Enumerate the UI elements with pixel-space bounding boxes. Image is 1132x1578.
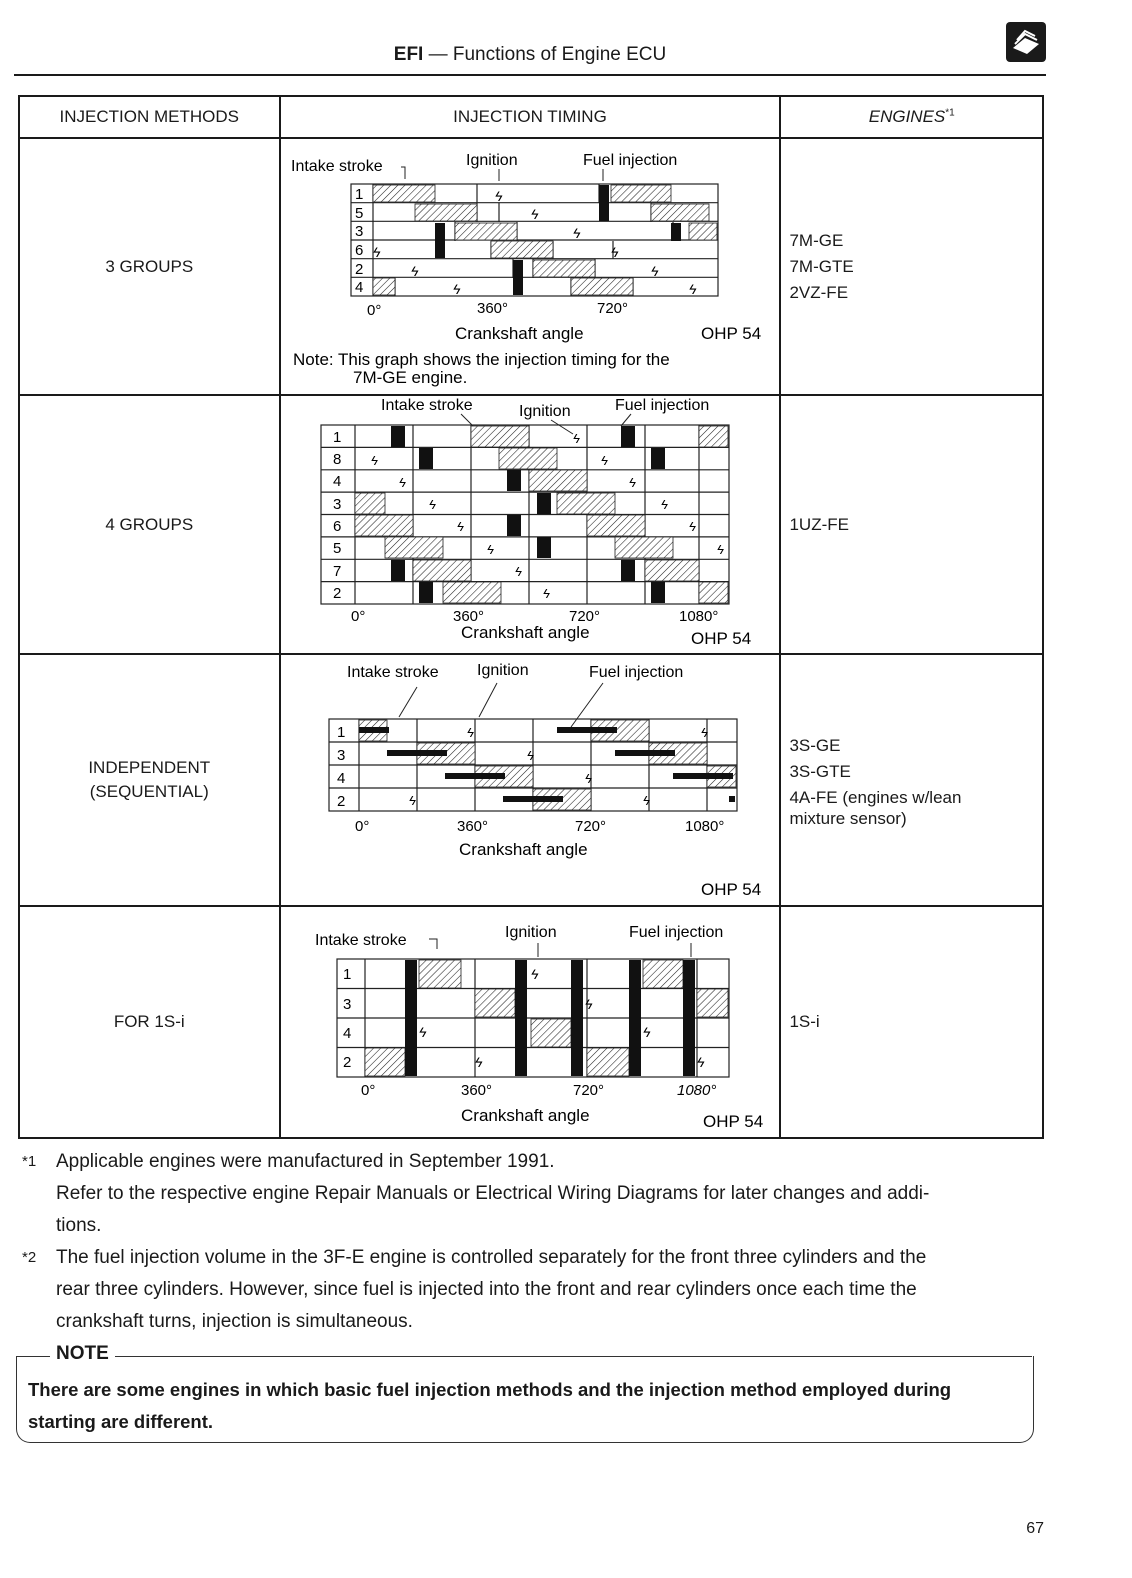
intake-leader: [461, 414, 473, 426]
svg-text:ϟ: ϟ: [486, 542, 494, 557]
angle-label: 1080°: [678, 608, 718, 625]
svg-text:ϟ: ϟ: [584, 996, 592, 1012]
timing-chart-4-groups: [281, 396, 779, 653]
svg-text:ϟ: ϟ: [584, 771, 592, 786]
cylinder-label: 1: [342, 966, 351, 983]
axis-label: Crankshaft angle: [460, 1106, 590, 1125]
cylinder-label: 5: [354, 205, 363, 222]
ohp-label: OHP 54: [690, 629, 751, 648]
intake-leader: [429, 939, 437, 949]
note-top-rule: [16, 1356, 1032, 1357]
cylinder-label: 4: [332, 473, 341, 490]
engines-1s-i: [780, 906, 1043, 1138]
label-ignition: Ignition: [518, 403, 571, 420]
cylinder-label: 1: [332, 429, 341, 446]
page-number: 67: [1026, 1520, 1044, 1537]
timing-diagram-independent: [280, 654, 781, 906]
svg-text:ϟ: ϟ: [660, 497, 668, 512]
label-ignition: Ignition: [476, 662, 529, 679]
svg-text:ϟ: ϟ: [494, 188, 502, 204]
svg-text:ϟ: ϟ: [466, 725, 474, 740]
angle-label: 1080°: [676, 1082, 716, 1099]
page-header: [14, 36, 1046, 76]
svg-text:ϟ: ϟ: [600, 453, 608, 468]
diagram-note-2: 7M-GE engine.: [352, 368, 467, 387]
svg-text:ϟ: ϟ: [474, 1054, 482, 1070]
footnote-line: Applicable engines were manufactured in September 1991.: [56, 1151, 555, 1172]
method-line: INDEPENDENT: [88, 758, 211, 777]
ignition-leader: [551, 420, 573, 434]
svg-text:ϟ: ϟ: [688, 281, 696, 297]
engine-item: 3S-GTE: [789, 762, 851, 781]
label-ignition: Ignition: [465, 152, 518, 169]
engine-item: 1S-i: [789, 1012, 820, 1031]
table-row: [19, 654, 1043, 906]
title-bold: EFI: [393, 44, 424, 65]
svg-text:ϟ: ϟ: [408, 793, 416, 808]
note-text: [28, 1374, 1028, 1438]
cylinder-label: 2: [336, 793, 345, 810]
engine-item: 2VZ-FE: [789, 282, 849, 302]
svg-text:ϟ: ϟ: [530, 206, 538, 222]
footnote-mark: *1: [22, 1153, 37, 1170]
label-intake-stroke: Intake stroke: [346, 664, 439, 681]
angle-label: 360°: [452, 608, 484, 625]
cylinder-label: 3: [336, 747, 345, 764]
label-intake-stroke: Intake stroke: [314, 932, 407, 949]
ohp-label: OHP 54: [702, 1112, 763, 1131]
engine-item: 7M-GE: [789, 230, 844, 250]
axis-label: Crankshaft angle: [454, 324, 584, 343]
svg-text:ϟ: ϟ: [650, 263, 658, 279]
footnote-line: tions.: [56, 1215, 102, 1236]
page-title: [14, 44, 1046, 66]
cylinder-label: 2: [354, 261, 363, 278]
table-row: [19, 395, 1043, 654]
table-header-row: [19, 96, 1043, 138]
note-line: starting are different.: [28, 1411, 214, 1432]
injection-methods-table: [18, 95, 1044, 1139]
label-fuel-injection: Fuel injection: [582, 152, 677, 169]
footnote-line: The fuel injection volume in the 3F-E engine is controlled separately for the front three cylinders and the: [56, 1247, 927, 1268]
footnote-1: [18, 1146, 1048, 1242]
table-row: [19, 138, 1043, 395]
svg-text:ϟ: ϟ: [542, 586, 550, 601]
footnotes: [18, 1146, 1048, 1338]
cylinder-label: 7: [332, 563, 341, 580]
svg-text:ϟ: ϟ: [700, 725, 708, 740]
angle-label: 360°: [460, 1082, 492, 1099]
cylinder-label: 4: [336, 770, 345, 787]
title-rest: — Functions of Engine ECU: [423, 44, 667, 65]
svg-text:ϟ: ϟ: [370, 453, 378, 468]
intake-leader: [401, 167, 405, 179]
angle-label: 360°: [476, 300, 508, 317]
intake-leader: [399, 687, 417, 717]
diagram-note: Note: This graph shows the injection timing for the: [292, 350, 670, 369]
header-injection-timing: INJECTION TIMING: [280, 96, 781, 138]
timing-diagram-3-groups: [280, 138, 781, 395]
cylinder-label: 8: [332, 451, 341, 468]
svg-text:ϟ: ϟ: [452, 281, 460, 297]
cylinder-label: 4: [354, 279, 363, 296]
cylinder-label: 2: [342, 1054, 351, 1071]
axis-label: Crankshaft angle: [458, 840, 588, 859]
engine-item: mixture sensor): [789, 809, 907, 828]
engines-independent: [780, 654, 1043, 906]
svg-text:ϟ: ϟ: [418, 1024, 426, 1040]
label-intake-stroke: Intake stroke: [380, 397, 473, 414]
axis-label: Crankshaft angle: [460, 623, 590, 642]
angle-label: 0°: [350, 608, 365, 625]
label-ignition: Ignition: [504, 924, 557, 941]
svg-text:ϟ: ϟ: [572, 225, 580, 241]
angle-label: 720°: [596, 300, 628, 317]
angle-label: 360°: [456, 818, 488, 835]
svg-text:ϟ: ϟ: [428, 497, 436, 512]
header-engines-label: ENGINES: [868, 107, 946, 126]
footnote-line: rear three cylinders. However, since fuel is injected into the front and rear cylinders once each time the: [56, 1279, 917, 1300]
angle-label: 0°: [354, 818, 369, 835]
method-independent: [19, 654, 280, 906]
angle-label: 720°: [574, 818, 606, 835]
footnote-2: [18, 1242, 1048, 1338]
note-line: There are some engines in which basic fuel injection methods and the injection method employed during: [28, 1379, 952, 1400]
manual-book-icon: [1006, 22, 1046, 62]
engines-4-groups: [780, 395, 1043, 654]
angle-label: 720°: [568, 608, 600, 625]
method-3-groups: 3 GROUPS: [19, 138, 280, 395]
svg-text:ϟ: ϟ: [456, 519, 464, 534]
method-1s-i: FOR 1S-i: [19, 906, 280, 1138]
ohp-label: OHP 54: [700, 880, 761, 899]
timing-diagram-1s-i: [280, 906, 781, 1138]
footnote-line: crankshaft turns, injection is simultaneous.: [56, 1311, 413, 1332]
engines-3-groups: [780, 138, 1043, 395]
header-injection-methods: INJECTION METHODS: [19, 96, 280, 138]
timing-diagram-4-groups: [280, 395, 781, 654]
fuel-leader: [621, 414, 631, 426]
engine-item: 7M-GTE: [789, 256, 854, 276]
label-intake-stroke: Intake stroke: [290, 158, 383, 175]
method-line: (SEQUENTIAL): [89, 782, 209, 801]
svg-text:ϟ: ϟ: [410, 263, 418, 279]
svg-text:ϟ: ϟ: [610, 244, 618, 260]
svg-text:ϟ: ϟ: [372, 244, 380, 260]
ignition-leader: [479, 683, 497, 717]
angle-label: 1080°: [684, 818, 724, 835]
ohp-label: OHP 54: [700, 324, 761, 343]
timing-chart-independent: [281, 655, 779, 905]
svg-text:ϟ: ϟ: [572, 431, 580, 446]
note-title: NOTE: [50, 1343, 115, 1365]
cylinder-label: 1: [354, 186, 363, 203]
cylinder-label: 3: [342, 996, 351, 1013]
method-4-groups: 4 GROUPS: [19, 395, 280, 654]
svg-text:ϟ: ϟ: [530, 966, 538, 982]
svg-text:ϟ: ϟ: [642, 1024, 650, 1040]
engine-item: 1UZ-FE: [789, 514, 849, 534]
cylinder-label: 3: [332, 496, 341, 513]
timing-chart-1s-i: [281, 907, 779, 1137]
label-fuel-injection: Fuel injection: [614, 397, 709, 414]
svg-text:ϟ: ϟ: [696, 1054, 704, 1070]
header-engines: [780, 96, 1043, 138]
cylinder-label: 6: [332, 518, 341, 535]
cylinder-label: 2: [332, 585, 341, 602]
svg-text:ϟ: ϟ: [526, 748, 534, 763]
cylinder-label: 5: [332, 540, 341, 557]
cylinder-label: 6: [354, 242, 363, 259]
label-fuel-injection: Fuel injection: [628, 924, 723, 941]
footnote-mark: *2: [22, 1249, 37, 1266]
angle-label: 0°: [360, 1082, 375, 1099]
angle-label: 0°: [366, 302, 381, 319]
cylinder-label: 1: [336, 724, 345, 741]
cylinder-label: 4: [342, 1025, 351, 1042]
svg-text:ϟ: ϟ: [716, 542, 724, 557]
svg-text:ϟ: ϟ: [514, 564, 522, 579]
svg-text:ϟ: ϟ: [688, 519, 696, 534]
engine-item: 4A-FE (engines w/lean: [789, 788, 962, 807]
cylinder-label: 3: [354, 223, 363, 240]
engine-item: 3S-GE: [789, 736, 841, 755]
svg-text:ϟ: ϟ: [628, 475, 636, 490]
table-row: [19, 906, 1043, 1138]
svg-text:ϟ: ϟ: [398, 475, 406, 490]
angle-label: 720°: [572, 1082, 604, 1099]
header-engines-footnote-mark: *1: [945, 107, 955, 119]
svg-text:ϟ: ϟ: [642, 793, 650, 808]
footnote-line: Refer to the respective engine Repair Manuals or Electrical Wiring Diagrams for later changes and addi-: [56, 1183, 930, 1204]
label-fuel-injection: Fuel injection: [588, 664, 683, 681]
timing-chart-3-groups: [281, 139, 779, 394]
